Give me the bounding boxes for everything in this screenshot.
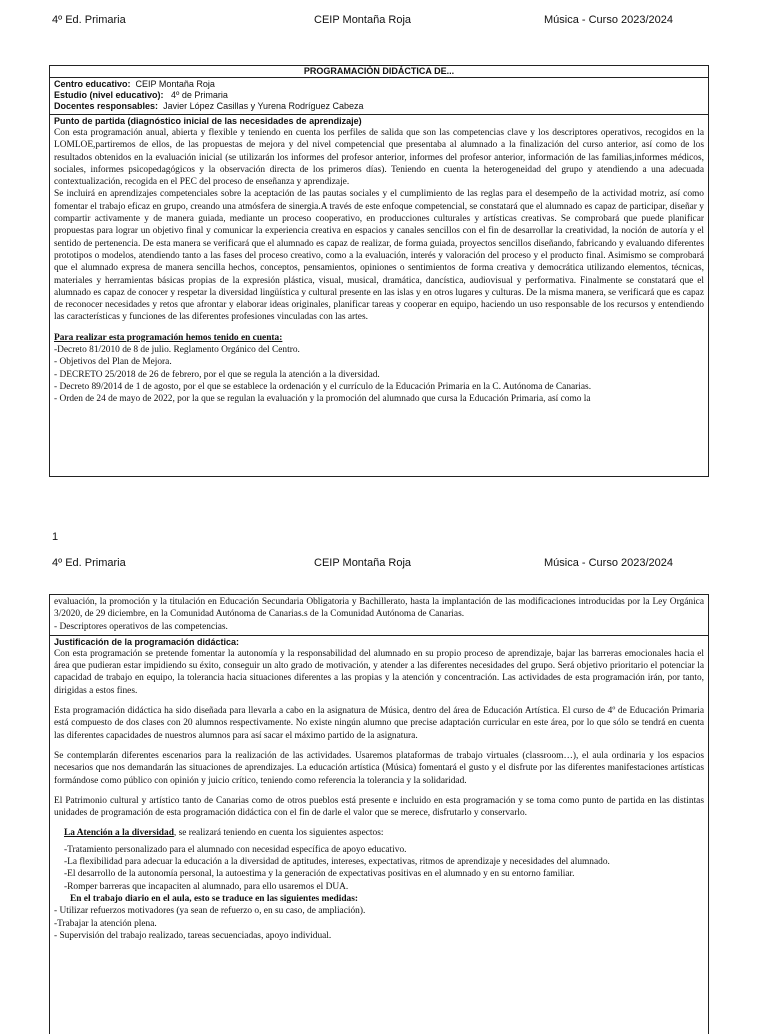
header-subject-year: Música - Curso 2023/2024	[544, 14, 674, 26]
justificacion-heading: Justificación de la programación didáctica:	[54, 636, 240, 647]
diversidad-item: -La flexibilidad para adecuar la educación a la diversidad de aptitudes, intereses, expectativas, ritmos de aprendizaje y necesidades del alumnado.	[64, 857, 610, 868]
punto-paragraph: Con esta programación anual, abierta y flexible y teniendo en cuenta los perfiles de salida que son las competencias clave y los descriptores operativos, recogidos en la LOMLOE,partiremos de ellos, de las propuestas de mejora y del nivel competencial que presentaba al alumnado a la finalización del curso anterior, así como de los resultados obtenidos en la evaluación inicial (se utilizarán los informes del profesor anterior, informes del profesor anterior, información de las familias,informes médicos, sociales, informes psicopedagógicos y la observación directa de los primeros días). Teniendo en cuenta la heterogeneidad del grupo y atendiendo a una adecuada contextualización, recogida en el PEC del proceso de enseñanza y aprendizaje.	[54, 128, 704, 188]
info-value: Javier López Casillas y Yurena Rodríguez Cabeza	[163, 101, 364, 111]
continuation-text: evaluación, la promoción y la titulación en Educación Secundaria Obligatoria y Bachillerato, hasta la implantación de las modificaciones introducidas por la Ley Orgánica 3/2020, de 29 diciembre, en la Comunidad Autónoma de Canarias.s de la Comunidad Autónoma de Canarias.	[54, 597, 704, 620]
header-course-level: 4º Ed. Primaria	[52, 14, 126, 26]
tenido-item: -Decreto 81/2010 de 8 de julio. Reglamento Orgánico del Centro.	[54, 345, 300, 356]
justificacion-paragraph: Con esta programación se pretende fomentar la autonomía y la responsabilidad del alumnado en su propio proceso de aprendizaje, bajar las barreras emocionales hacia el área que pudieran estar impidiendo su éxito, conseguir un alto grado de motivación, y atender a las diferentes necesidades del grupo. Será objetivo prioritario el potenciar la capacidad de trabajo en equipo, la tolerancia hacia situaciones diferentes a las propias y la atención y concentración. Las actividades de esta programación irán, por tanto, dirigidas a estos fines.	[54, 648, 704, 696]
page-header-2	[52, 557, 724, 571]
medidas-heading: En el trabajo diario en el aula, esto se traduce en las siguientes medidas:	[70, 893, 359, 904]
diversidad-item: -El desarrollo de la autonomía personal, la autoestima y la generación de expectativas positivas en el alumnado y en su entorno familiar.	[64, 869, 575, 880]
info-value: 4º de Primaria	[171, 90, 228, 100]
info-label: Docentes responsables:	[54, 101, 159, 111]
programacion-title: PROGRAMACIÓN DIDÁCTICA DE...	[303, 66, 455, 76]
justificacion-paragraph: Esta programación didáctica ha sido diseñada para llevarla a cabo en la asignatura de Música, dentro del área de Educación Artística. El curso de 4º de Educación Primaria está compuesto de dos clases con 20 alumnos respectivamente. No existe ningún alumno que precise adaptación curricular en este área, por lo que sólo se tendrá en cuenta las diferentes capacidades de nuestros alumnos para así sacar el máximo partido de la asignatura.	[54, 706, 704, 741]
punto-de-partida-section	[50, 114, 708, 408]
justificacion-section	[50, 635, 708, 944]
tenido-item: - Orden de 24 de mayo de 2022, por la que se regulan la evaluación y la promoción del alumnado que cursa la Educación Primaria, así como la	[54, 394, 591, 405]
info-label: Centro educativo:	[54, 79, 131, 89]
page-header-1	[52, 14, 724, 28]
header-course-level: 4º Ed. Primaria	[52, 557, 126, 569]
tenido-item: - DECRETO 25/2018 de 26 de febrero, por el que se regula la atención a la diversidad.	[54, 369, 380, 380]
page-number: 1	[52, 531, 59, 543]
header-subject-year: Música - Curso 2023/2024	[544, 557, 674, 569]
continuation-item: - Descriptores operativos de las competencias.	[54, 621, 228, 632]
info-block	[50, 77, 708, 114]
justificacion-paragraph: Se contemplarán diferentes escenarios para la realización de las actividades. Usaremos plataformas de trabajo virtuales (classroom…), el aula ordinaria y los espacios necesarios que nos demandarán las situaciones de aprendizajes. La educación artística (Música) fomentará el gusto y el disfrute por las diferentes manifestaciones artísticas formándose como público con opinión y juicio crítico, teniendo como referencia la tolerancia y la solidaridad.	[54, 750, 704, 786]
tenido-item: - Objetivos del Plan de Mejora.	[54, 357, 172, 368]
tenido-en-cuenta-heading: Para realizar esta programación hemos tenido en cuenta:	[54, 332, 283, 343]
medidas-item: -Trabajar la atención plena.	[54, 918, 157, 929]
tenido-item: - Decreto 89/2014 de 1 de agosto, por el que se establece la ordenación y el currículo de la Educación Primaria en la C. Autónoma de Canarias.	[54, 381, 592, 392]
continuation-section	[50, 595, 708, 635]
info-row-centro	[54, 79, 704, 90]
header-school-name: CEIP Montaña Roja	[314, 557, 412, 569]
diversidad-heading: La Atención a la diversidad	[64, 828, 174, 839]
programacion-table-page-2	[49, 594, 709, 1034]
diversidad-item: -Romper barreras que incapaciten al alumnado, para ello usaremos el DUA.	[64, 881, 349, 892]
diversidad-line	[54, 827, 704, 839]
programacion-table-page-1	[49, 65, 709, 477]
header-school-name: CEIP Montaña Roja	[314, 14, 412, 26]
medidas-item: - Supervisión del trabajo realizado, tareas secuenciadas, apoyo individual.	[54, 930, 332, 941]
justificacion-paragraph: El Patrimonio cultural y artístico tanto de Canarias como de otros pueblos está presente e incluido en esta programación y se toma como punto de partida en las distintas unidades de programación de esta programación didáctica con el fin de darle el valor que se merece, disfrutarlo y conservarlo.	[54, 795, 704, 819]
punto-paragraph: Se incluirá en aprendizajes competenciales sobre la aceptación de las pautas sociales y el cumplimiento de las reglas para el desempeño de la actividad motriz, así como fomentar el trabajo eficaz en grupo, creando una atmósfera de sinergia.A través de este enfoque competencial, se constatará que el alumnado es capaz de participar, diseñar y compartir activamente y de manera guiada, mediante un proceso cooperativo, en producciones culturales y artísticas creativas. Se comprobará que puede planificar propuestas para lograr un objetivo final y comunicar la experiencia creativa en espacios y canales sencillos con el fin de desarrollar la creatividad, la noción de autoría y el sentido de pertenencia. De esta manera se verificará que el alumnado es capaz de realizar, de forma guiada, proyectos sencillos diseñando, fabricando y evaluando diferentes prototipos o modelos, atendiendo tanto a las fases del proceso creativo, como a la evaluación, interés y valoración del proceso y el producto final. Asimismo se comprobará que el alumnado expresa de manera sencilla hechos, conceptos, pensamientos, opiniones o sentimientos de forma creativa y democrática utilizando elementos, técnicas, materiales y herramientas básicas propias de la expresión plástica, visual, musical, dramática, dancística, audiovisual y performativa. Finalmente se constatará que el alumnado es capaz de conocer y respetar la diversidad lingüística y cultural presente en las islas y en otros lugares y culturas. De la misma manera, se verificará que es capaz de reconocer necesidades y retos que afrontar y elaborar ideas originales, planificar tareas y cooperar en equipo, haciendo un uso responsable de los recursos y entendiendo las características y funciones de las diferentes profesiones vinculadas con las artes.	[54, 189, 704, 323]
diversidad-intro: , se realizará teniendo en cuenta los siguientes aspectos:	[173, 828, 384, 839]
info-label: Estudio (nivel educativo):	[54, 90, 164, 100]
info-row-docentes	[54, 101, 704, 112]
medidas-item: - Utilizar refuerzos motivadores (ya sean de refuerzo o, en su caso, de ampliación).	[54, 906, 366, 917]
punto-de-partida-heading: Punto de partida (diagnóstico inicial de las necesidades de aprendizaje)	[54, 116, 362, 126]
info-row-estudio	[54, 90, 704, 101]
diversidad-item: -Tratamiento personalizado para el alumnado con necesidad específica de apoyo educativo.	[64, 844, 407, 855]
info-value: CEIP Montaña Roja	[135, 79, 215, 89]
